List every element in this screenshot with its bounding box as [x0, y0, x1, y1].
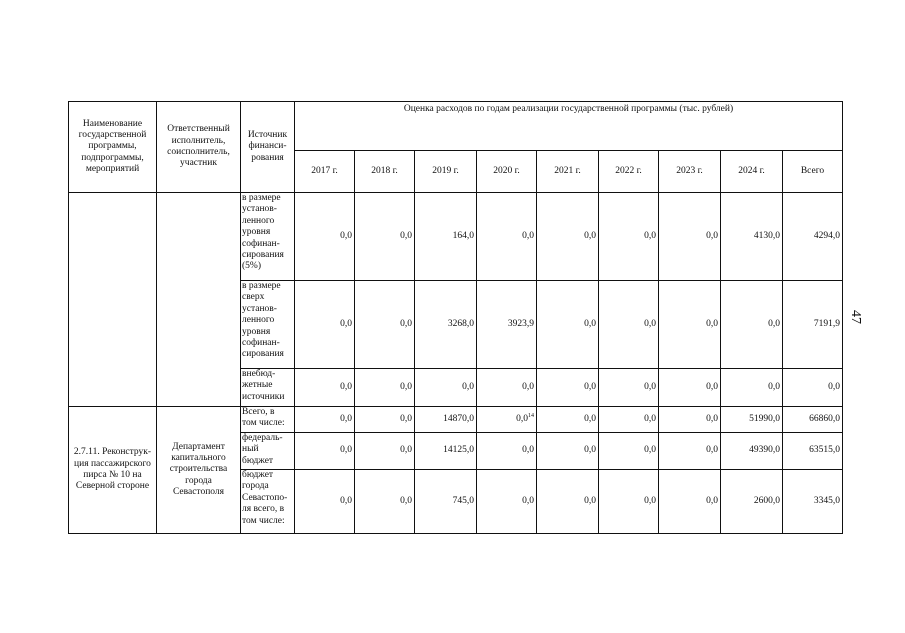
- value-cell: 0,0: [599, 369, 659, 407]
- header-year: 2023 г.: [659, 151, 721, 193]
- header-estimate: Оценка расходов по годам реализации государственной программы (тыс. рублей): [295, 102, 843, 151]
- header-year: 2019 г.: [415, 151, 477, 193]
- source-cell: федераль-ный бюджет: [241, 433, 295, 470]
- value-cell: 0,0: [599, 407, 659, 433]
- value-cell: 164,0: [415, 193, 477, 281]
- value-cell: 14125,0: [415, 433, 477, 470]
- value-cell: 0,0: [295, 369, 355, 407]
- value-cell: 0,0: [415, 369, 477, 407]
- value-cell: 3268,0: [415, 281, 477, 369]
- header-year: 2022 г.: [599, 151, 659, 193]
- total-cell: 0,0: [783, 369, 843, 407]
- value-cell: 3923,9: [477, 281, 537, 369]
- value-cell: 49390,0: [721, 433, 783, 470]
- program-item: 2.7.11. Реконструк-ция пассажирского пирса № 10 на Северной стороне: [69, 407, 157, 534]
- total-cell: 3345,0: [783, 470, 843, 534]
- value-cell: 0,0: [295, 407, 355, 433]
- value-cell: 0,0: [721, 281, 783, 369]
- footnote-marker: 14: [528, 412, 534, 419]
- page-number: 47: [848, 310, 863, 324]
- budget-table: [68, 101, 843, 534]
- header-year: 2017 г.: [295, 151, 355, 193]
- value-cell: 0,0: [659, 369, 721, 407]
- source-cell: в размере установ-ленного уровня софинан-сирования (5%): [241, 193, 295, 281]
- value-cell: 0,0: [599, 433, 659, 470]
- value-cell: 0,0: [355, 470, 415, 534]
- header-source: Источник финанси-рования: [241, 102, 295, 193]
- value-cell: 0,0: [355, 407, 415, 433]
- value-cell: 0,0: [537, 193, 599, 281]
- value-cell: 0,0: [477, 433, 537, 470]
- value-cell: 51990,0: [721, 407, 783, 433]
- value-cell: 14870,0: [415, 407, 477, 433]
- value-cell: 0,0: [659, 193, 721, 281]
- total-cell: 63515,0: [783, 433, 843, 470]
- header-year: 2024 г.: [721, 151, 783, 193]
- value-cell: 0,0: [537, 281, 599, 369]
- source-cell: бюджет города Севастопо-ля всего, в том числе:: [241, 470, 295, 534]
- source-cell: Всего, в том числе:: [241, 407, 295, 433]
- value-text: 0,0: [516, 413, 528, 424]
- value-cell: 0,0: [295, 433, 355, 470]
- header-program: Наименование государственной программы, подпрограммы, мероприятий: [69, 102, 157, 193]
- value-cell: 0,0: [295, 281, 355, 369]
- value-cell: 0,0: [537, 407, 599, 433]
- value-cell: 0,0: [599, 281, 659, 369]
- header-total: Всего: [783, 151, 843, 193]
- value-cell: 4130,0: [721, 193, 783, 281]
- header-year: 2021 г.: [537, 151, 599, 193]
- value-cell: 0,0: [355, 433, 415, 470]
- value-cell: 0,0: [537, 433, 599, 470]
- value-cell: 0,0: [537, 369, 599, 407]
- header-executor: Ответственный исполнитель, соисполнитель, участник: [157, 102, 241, 193]
- value-cell: 0,0: [599, 193, 659, 281]
- total-cell: 4294,0: [783, 193, 843, 281]
- value-cell: 0,0: [599, 470, 659, 534]
- value-cell: 0,0: [295, 470, 355, 534]
- executor-item: Департамент капитального строительства города Севастополя: [157, 407, 241, 534]
- value-cell: 0,0: [477, 470, 537, 534]
- value-cell: 0,0: [659, 470, 721, 534]
- value-cell-footnoted: [477, 407, 537, 433]
- source-cell: в размере сверх установ-ленного уровня софинан-сирования: [241, 281, 295, 369]
- executor-cell-empty: [157, 193, 241, 407]
- value-cell: 0,0: [477, 369, 537, 407]
- value-cell: 0,0: [355, 369, 415, 407]
- value-cell: 0,0: [537, 470, 599, 534]
- total-cell: 7191,9: [783, 281, 843, 369]
- value-cell: 0,0: [659, 433, 721, 470]
- program-cell-empty: [69, 193, 157, 407]
- value-cell: 0,0: [295, 193, 355, 281]
- value-cell: 0,0: [659, 281, 721, 369]
- value-cell: 2600,0: [721, 470, 783, 534]
- header-year: 2020 г.: [477, 151, 537, 193]
- value-cell: 0,0: [721, 369, 783, 407]
- source-cell: внебюд-жетные источники: [241, 369, 295, 407]
- value-cell: 0,0: [355, 193, 415, 281]
- value-cell: 745,0: [415, 470, 477, 534]
- value-cell: 0,0: [659, 407, 721, 433]
- value-cell: 0,0: [355, 281, 415, 369]
- total-cell: 66860,0: [783, 407, 843, 433]
- header-year: 2018 г.: [355, 151, 415, 193]
- value-cell: 0,0: [477, 193, 537, 281]
